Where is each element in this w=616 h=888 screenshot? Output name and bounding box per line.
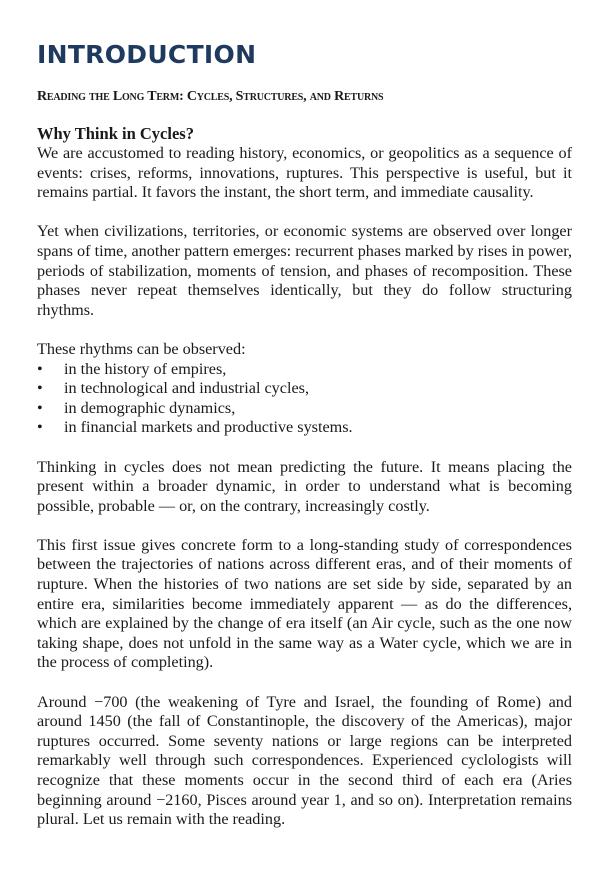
list-item xyxy=(37,360,572,380)
bullet-icon: • xyxy=(37,359,43,378)
bullet-icon: • xyxy=(37,418,43,437)
bullet-icon: • xyxy=(37,379,43,398)
paragraph-list-lead: These rhythms can be observed: xyxy=(37,339,246,358)
section-heading: Why Think in Cycles? xyxy=(37,124,194,143)
list-item-text: in financial markets and productive systems. xyxy=(64,418,353,437)
list-item-text: in technological and industrial cycles, xyxy=(64,379,309,398)
document-subtitle: Reading the Long Term: Cycles, Structures, and Returns xyxy=(37,89,384,104)
list-item xyxy=(37,418,572,438)
paragraph-thinking-in-cycles: Thinking in cycles does not mean predicting the future. It means placing the present within a broader dynamic, in order to understand what is becoming possible, probable — or, on the contrary, increasingly costly. xyxy=(37,457,572,515)
paragraph-long-spans: Yet when civilizations, territories, or economic systems are observed over longer spans of time, another pattern emerges: recurrent phases marked by rises in power, periods of stabilization, moments of tension, and phases of recomposition. These phases never repeat themselves identically, but they do follow structuring rhythms. xyxy=(37,222,572,319)
paragraph-ruptures: Around −700 (the weakening of Tyre and Israel, the founding of Rome) and around 1450 (the fall of Constantinople, the discovery of the Americas), major ruptures occurred. Some seventy nations or large regions can be interpreted remarkably well through such correspondences. Experienced cyclologists will recognize that these moments occur in the second third of each era (Aries beginning around −2160, Pisces around year 1, and so on). Interpretation remains plural. Let us remain with the reading. xyxy=(37,692,572,829)
document-page xyxy=(37,38,572,849)
paragraph-intro: We are accustomed to reading history, economics, or geopolitics as a sequence of events: crises, reforms, innovations, ruptures. This perspective is useful, but it remains partial. It favors the instant, the short term, and immediate causality. xyxy=(37,144,572,202)
list-item xyxy=(37,399,572,419)
bullet-icon: • xyxy=(37,398,43,417)
paragraph-first-issue: This first issue gives concrete form to a long-standing study of correspondences between the trajectories of nations across different eras, and of their moments of rupture. When the histories of two nations are set side by side, separated by an entire era, similarities become immediately apparent — as do the differences, which are explained by the change of era itself (an Air cycle, such as the one now taking shape, does not unfold in the same way as a Water cycle, which we are in the process of completing). xyxy=(37,535,572,672)
list-item-text: in the history of empires, xyxy=(64,359,227,378)
list-item xyxy=(37,379,572,399)
list-item-text: in demographic dynamics, xyxy=(64,398,236,417)
bullet-list xyxy=(37,360,572,438)
page-title: INTRODUCTION xyxy=(37,40,257,69)
